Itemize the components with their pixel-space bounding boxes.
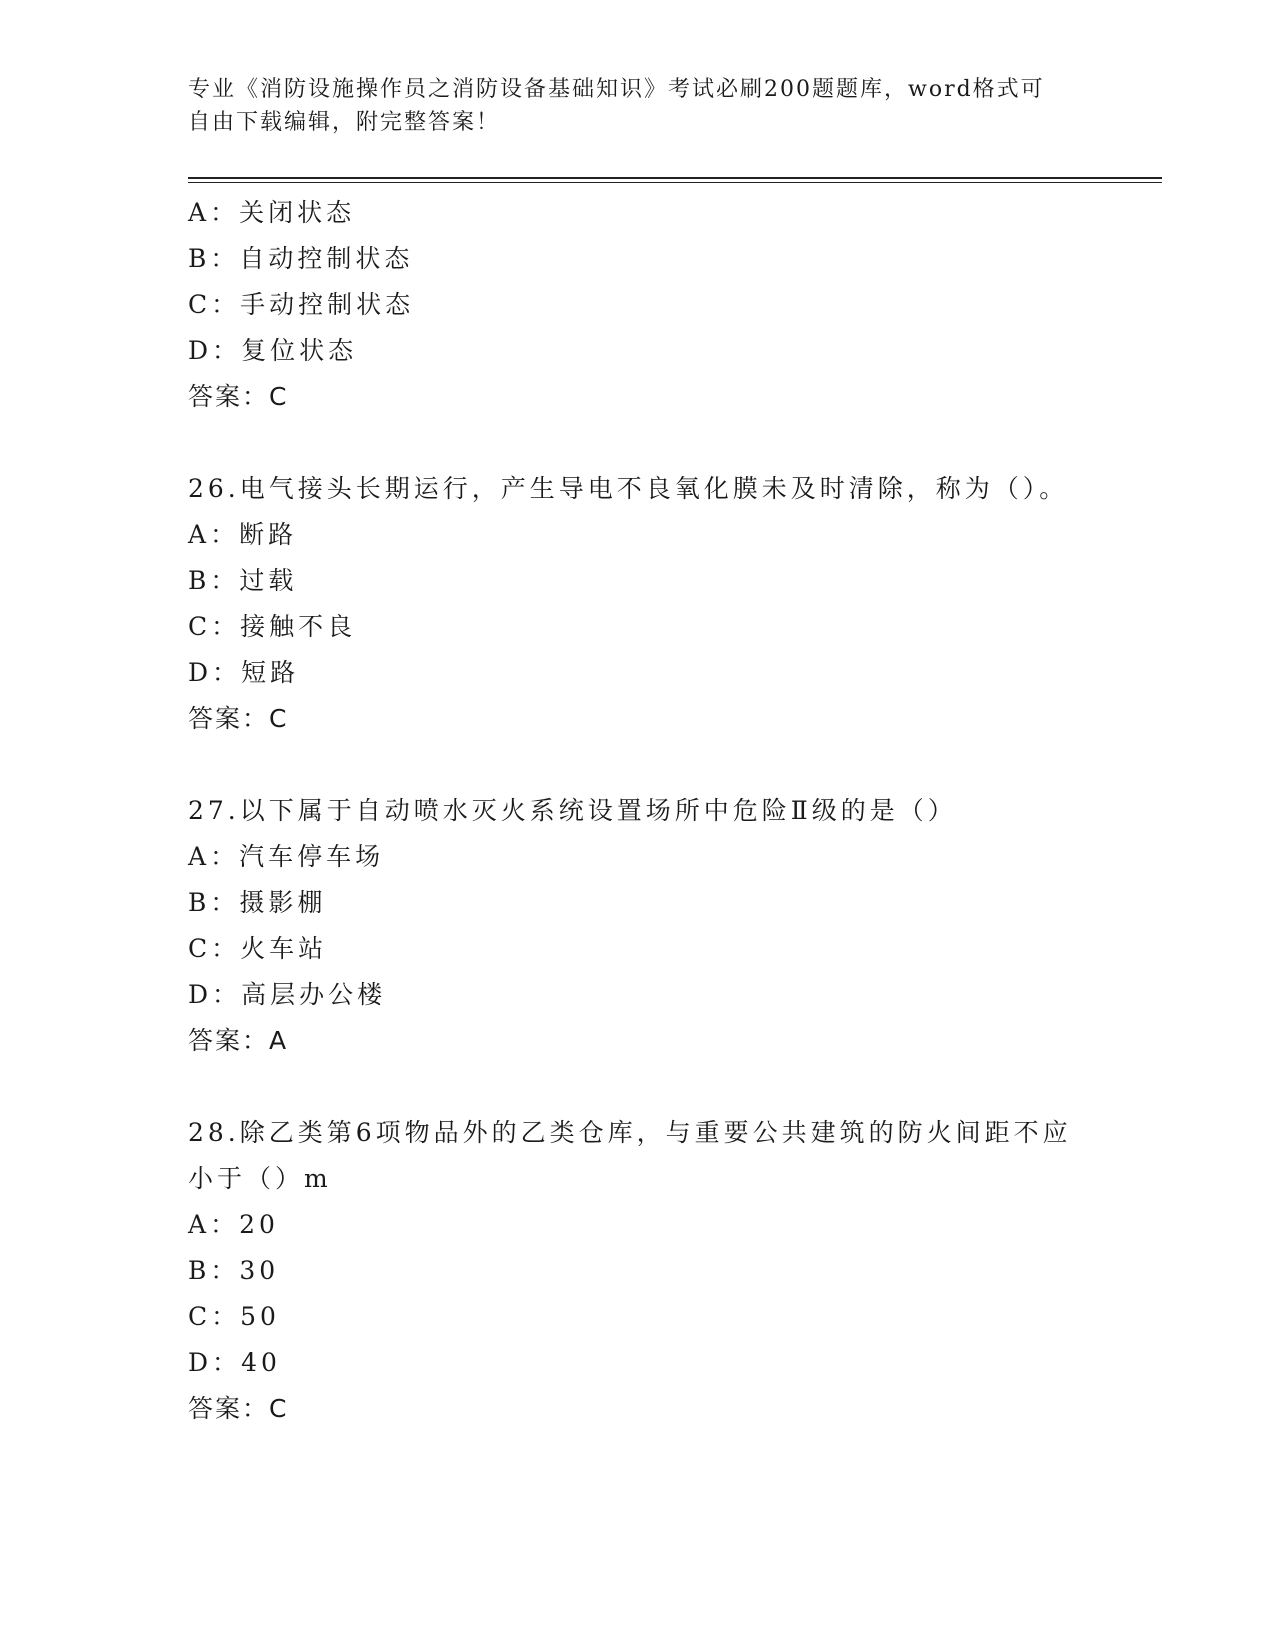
option-d: D：复位状态 <box>188 336 358 365</box>
option-d: D：40 <box>188 1348 281 1377</box>
question-28 <box>188 1110 1088 1432</box>
answer-line: 答案：C <box>188 382 289 411</box>
header-rule-thick <box>188 177 1162 179</box>
answer-line: 答案：C <box>188 1394 289 1423</box>
document-header <box>188 73 1088 139</box>
answer-line: 答案：A <box>188 1026 289 1055</box>
option-d: D：短路 <box>188 658 300 687</box>
option-c: C：接触不良 <box>188 612 357 641</box>
question-stem-line-1: 28.除乙类第6项物品外的乙类仓库，与重要公共建筑的防火间距不应 <box>188 1118 1072 1147</box>
option-a: A：关闭状态 <box>188 198 356 227</box>
question-27 <box>188 788 1088 1064</box>
option-c: C：火车站 <box>188 934 328 963</box>
question-content <box>188 190 1088 1432</box>
question-stem: 27.以下属于自动喷水灭火系统设置场所中危险Ⅱ级的是（） <box>188 796 957 825</box>
partial-question-block <box>188 190 1088 420</box>
question-stem: 26.电气接头长期运行，产生导电不良氧化膜未及时清除，称为（）。 <box>188 474 1069 503</box>
option-a: A：汽车停车场 <box>188 842 385 871</box>
option-b: B：过载 <box>188 566 298 595</box>
header-line-2: 自由下载编辑，附完整答案！ <box>188 110 501 135</box>
question-26 <box>188 466 1088 742</box>
option-d: D：高层办公楼 <box>188 980 387 1009</box>
option-a: A：断路 <box>188 520 298 549</box>
option-c: C：手动控制状态 <box>188 290 415 319</box>
question-stem-line-2: 小于（）m <box>188 1164 332 1193</box>
option-b: B：30 <box>188 1256 280 1285</box>
option-b: B：摄影棚 <box>188 888 327 917</box>
option-a: A：20 <box>188 1210 279 1239</box>
answer-line: 答案：C <box>188 704 289 733</box>
option-b: B：自动控制状态 <box>188 244 414 273</box>
header-line-1: 专业《消防设施操作员之消防设备基础知识》考试必刷200题题库，word格式可 <box>188 77 1045 102</box>
option-c: C：50 <box>188 1302 280 1331</box>
header-rule-thin <box>188 182 1162 183</box>
